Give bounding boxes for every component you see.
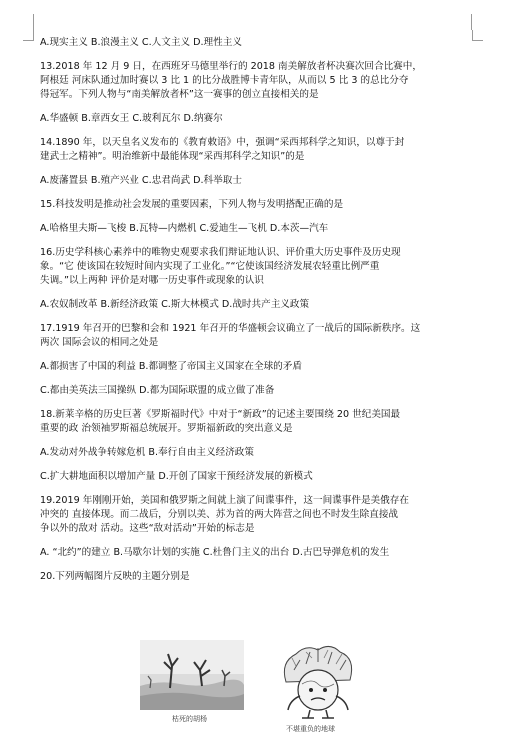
q13-stem-line: 阿根廷 河床队通过加时赛以 3 比 1 的比分战胜博卡青年队，从而以 5 比 3 的总比分夺: [40, 75, 409, 86]
overburdened-earth-caption: 不堪重负的地球: [286, 725, 335, 733]
q13-stem-line: 13.2018 年 12 月 9 日，在西班牙马德里举行的 2018 南美解放者杯决赛次回合比赛中，: [40, 61, 422, 72]
q14-options: A.废藩置县 B.殖产兴业 C.忠君尚武 D.科举取士: [40, 175, 242, 186]
q16-stem-line: 失调。”以上两种 评价是对哪一历史事件或现象的认识: [40, 275, 264, 286]
q17-options-line: C.都由美英法三国操纵 D.都为国际联盟的成立做了准备: [40, 385, 275, 396]
q17-options-line: A.都损害了中国的利益 B.都调整了帝国主义国家在全球的矛盾: [40, 361, 302, 372]
q18-options-line: C.扩大耕地面积以增加产量 D.开创了国家干预经济发展的新模式: [40, 471, 313, 482]
q18-stem-line: 重要的政 治领袖罗斯福总统展开。罗斯福新政的突出意义是: [40, 423, 293, 434]
overburdened-earth-cartoon: [266, 640, 370, 720]
q20-stem-line: 20.下列两幅图片反映的主题分别是: [40, 571, 190, 582]
q16-options: A.农奴制改革 B.新经济政策 C.斯大林模式 D.战时共产主义政策: [40, 299, 310, 310]
crop-mark-top-left-vertical: [33, 14, 35, 30]
question-16: [40, 246, 472, 312]
q15-stem-line: 15.科技发明是推动社会发展的重要因素，下列人物与发明搭配正确的是: [40, 199, 344, 210]
crop-mark-top-right-vertical: [471, 14, 473, 30]
q20-figures: [140, 640, 380, 735]
question-19: [40, 494, 472, 560]
q18-stem-line: 18.新莱辛格的历史巨著《罗斯福时代》中对于“新政”的记述主要围绕 20 世纪美国最: [40, 409, 401, 420]
dead-poplar-photo: [140, 640, 244, 710]
q12-options: A.现实主义 B.浪漫主义 C.人文主义 D.理性主义: [40, 37, 242, 48]
q13-stem-line: 得冠军。下列人物与“南美解放者杯”这一赛事的创立直接相关的是: [40, 89, 319, 100]
question-13: [40, 60, 472, 126]
q16-stem-line: 象。“它 使该国在较短时间内实现了工业化。”“它使该国经济发展农轻重比例严重: [40, 261, 380, 272]
question-17: [40, 322, 472, 398]
q14-stem-line: 建武士之精神”。明治维新中最能体现“采西邦科学之知识”的是: [40, 151, 305, 162]
q16-stem-line: 16.历史学科核心素养中的唯物史观要求我们辩证地认识、评价重大历史事件及历史现: [40, 247, 401, 258]
question-18: [40, 408, 472, 484]
q14-stem-line: 14.1890 年，以天皇名义发布的《教育敕语》中，强调“采西邦科学之知识，以尊于封: [40, 137, 405, 148]
q13-options: A.华盛顿 B.章西女王 C.玻利瓦尔 D.纳赛尔: [40, 113, 223, 124]
q19-options: A. “北约”的建立 B.马歇尔计划的实施 C.杜鲁门主义的出台 D.古巴导弹危机的发生: [40, 547, 390, 558]
q18-options-line: A.发动对外战争转嫁危机 B.奉行自由主义经济政策: [40, 447, 254, 458]
q19-stem-line: 19.2019 年刚刚开始，美国和俄罗斯之间就上演了间谍事件，这一间谍事件是美俄存在: [40, 495, 409, 506]
crop-mark-top-left: [23, 30, 34, 41]
q15-options: A.哈格里夫斯—飞梭 B.瓦特—内燃机 C.爱迪生—飞机 D.本茨—汽车: [40, 223, 329, 234]
q19-stem-line: 争以外的敌对 活动。这些“敌对活动”开始的标志是: [40, 523, 255, 534]
question-20: [40, 570, 472, 584]
q19-stem-line: 冲突的 直接体现。而二战后，分别以美、苏为首的两大阵营之间也不时发生除直接战: [40, 509, 399, 520]
q17-stem-line: 17.1919 年召开的巴黎和会和 1921 年召开的华盛顿会议确立了一战后的国际新秩序。这: [40, 323, 421, 334]
question-list: [40, 36, 472, 584]
crop-mark-top-right: [472, 30, 483, 41]
q17-stem-line: 两次 国际会议的相同之处是: [40, 337, 159, 348]
question-14: [40, 136, 472, 188]
question-15: [40, 198, 472, 236]
dead-poplar-caption: 枯死的胡杨: [172, 715, 207, 723]
